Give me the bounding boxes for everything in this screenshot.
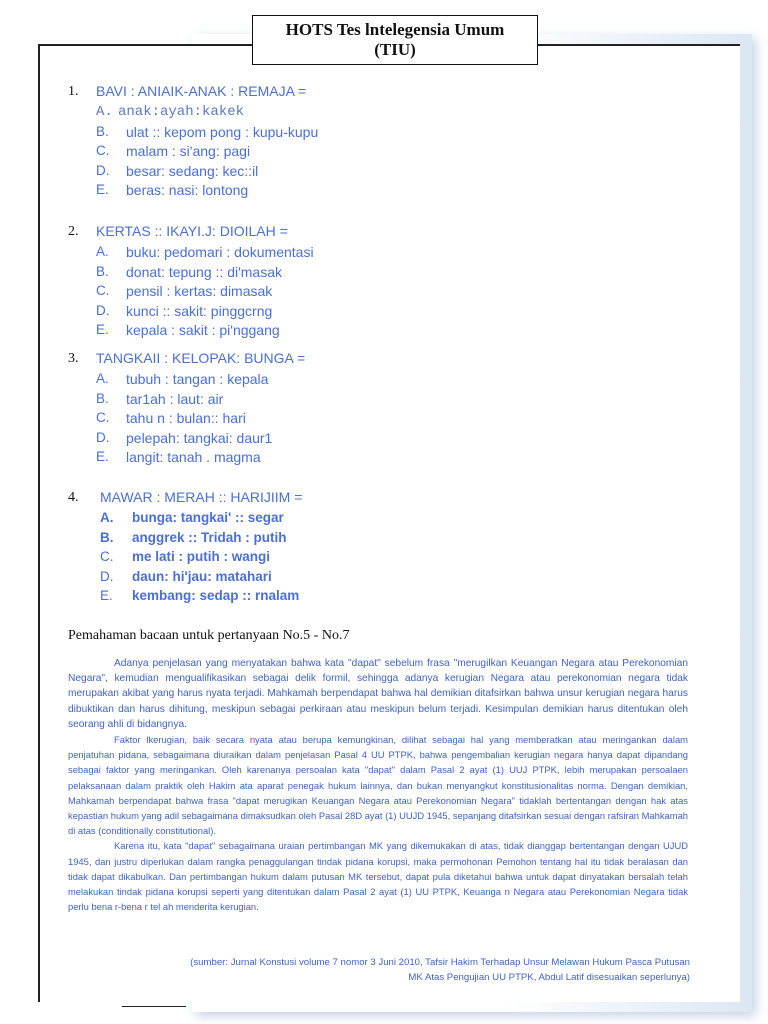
option-text: tar1ah : laut: air — [126, 390, 224, 407]
option-letter: B. — [96, 123, 109, 139]
option-letter: E. — [96, 322, 109, 337]
option-text: tahu n : bulan:: hari — [126, 410, 246, 426]
option-letter: C. — [96, 283, 110, 298]
reading-passage — [68, 656, 688, 914]
option-letter: C. — [96, 410, 110, 425]
question-stem: BAVI : ANIAIK-ANAK : REMAJA = — [96, 83, 307, 99]
option-letter: C. — [96, 143, 110, 158]
option-letter: E. — [96, 449, 109, 464]
option-letter: D. — [96, 302, 110, 318]
title-line-1: HOTS Tes lntelegensia Umum — [285, 20, 505, 39]
option-letter: B. — [96, 390, 109, 406]
option-text: ulat :: kepom pong : kupu-kupu — [126, 123, 319, 140]
question-number: 3. — [68, 351, 79, 366]
option-letter: A. — [96, 244, 109, 259]
question-stem: TANGKAII : KELOPAK: BUNGA = — [96, 350, 306, 366]
option-letter: E. — [100, 588, 113, 603]
option-letter: B. — [100, 529, 114, 545]
option-text: pensil : kertas: dimasak — [126, 283, 273, 299]
question-number: 1. — [68, 84, 79, 99]
option-letter: B. — [96, 263, 109, 279]
passage-paragraph-3: Karena itu, kata "dapat" sebagaimana uraian pertimbangan MK yang dikemukakan di atas, tidak dianggap bertentangan dengan UJUD 1945, dan justru diperlukan dalam rangka penaggulangan tindak pidana korupsi, maka permohonan Pemohon tentang hal itu tidak beralasan dan tidak dapat dikabulkan. Dan pertimbangan hukum dalam putusan MK tersebut, dapat pula diketahui bahwa untuk dapat dinyatakan bersalah telah melakukan tindak pidana korupsi seperti yang ditentukan dalam Pasal 2 ayat (1) UU PTPK, Keuanga n Negara atau Perekonomian Negara tidak perlu bena r-bena r tel ah menderita kerugian. — [68, 840, 688, 913]
passage-source — [68, 955, 690, 985]
option-letter: A. — [96, 371, 109, 386]
option-letter: E. — [96, 182, 109, 197]
option-letter: A. — [96, 104, 113, 120]
option-letter: D. — [96, 429, 110, 445]
option-text: daun: hi'jau: matahari — [132, 568, 272, 584]
option-text: kepala : sakit : pi'nggang — [126, 322, 280, 338]
option-text: donat: tepung :: di'masak — [126, 263, 282, 280]
option-letter: D. — [100, 568, 114, 584]
option-letter: D. — [96, 162, 110, 178]
source-line-2: MK Atas Pengujian UU PTPK, Abdul Latif disesuaikan seperlunya) — [408, 972, 690, 983]
option-text: anak:ayah:kakek — [118, 104, 245, 120]
passage-heading: Pemahaman bacaan untuk pertanyaan No.5 - No.7 — [68, 628, 350, 643]
option-text: kunci :: sakit: pinggcrng — [126, 302, 273, 319]
question-number: 2. — [68, 224, 79, 239]
option-text: tubuh : tangan : kepala — [126, 371, 269, 387]
option-text: beras: nasi: lontong — [126, 182, 249, 198]
footer-rule — [122, 1006, 186, 1007]
option-text: langit: tanah . magma — [126, 449, 261, 465]
option-text: anggrek :: Tridah : putih — [132, 529, 287, 545]
option-text: kembang: sedap :: rnalam — [132, 588, 300, 603]
question-stem: MAWAR : MERAH :: HARIJIIM = — [100, 489, 303, 505]
question-number: 4. — [68, 490, 79, 505]
question-stem: KERTAS :: IKAYI.J: DIOILAH = — [96, 223, 288, 239]
option-text: buku: pedomari : dokumentasi — [126, 244, 314, 260]
document-title — [252, 15, 538, 65]
passage-paragraph-2: Faktor lkerugian, baik secara nyata atau berupa kemungkinan, dilihat sebagai hal yang memberatkan atau meringankan dalam penjatuhan pidana, sebagaimana diuraikan dalam penjelasan Pasal 4 UU PTPK, bahwa pengembalian kerugian negara hanya dapat dipandang sebagai faktor yang meringankan. Oleh karenanya persoalan kata "dapat" dalam Pasal 2 ayat (1) UUJ PTPK, lebih merupakan persoalaen pelaksanaan dalam praktik oleh Hakim ata aparat penegak hukum lainnya, dan bukan menyangkut konstitusionalitas norma. Dengan demikian, Mahkamah berpendapat bahwa frasa "dapat merugikan Keuangan Negara atau Perekonomian Negara" tidaklah bertentangan dengan hak atas kepastian hukum yang adil sebagaimana dimaksudkan oleh Pasal 28D ayat (1) UUJD 1945, sepanjang ditafsirkan sesuai dengan rafsiran Mahkamah di atas (conditionally constitutional). — [68, 734, 688, 837]
title-line-2: (TIU) — [374, 40, 416, 59]
passage-paragraph-1: Adanya penjelasan yang menyatakan bahwa kata "dapat" sebelum frasa "merugilkan Keuangan Negara atau Perekonomian Negara", kemudian mengualifikasikan sebagai delik formil, sehingga adanya kerugian Negara atau perekonomian negara tidak merupakan akibat yang harus nyata terjadi. Mahkamah berpendapat bahwa hal demikian ditafsirkan bahwa unsur kerugian negara harus dibuktikan dan harus dihitung, meskipun sebagai perkiraan atau meskipun belum terjadi. Kesimpulan demikian harus ditentukan oleh seorang ahli di bidangnya. — [68, 658, 688, 730]
option-text: pelepah: tangkai: daur1 — [126, 429, 273, 446]
option-text: bunga: tangkai' :: segar — [132, 510, 284, 525]
option-text: me lati : putih : wangi — [132, 549, 270, 564]
option-text: besar: sedang: kec::il — [126, 162, 259, 179]
source-line-1: (sumber: Jurnal Konstusi volume 7 nomor 3 Juni 2010, Tafsir Hakim Terhadap Unsur Melawan Hukum Pasca Putusan — [190, 957, 690, 968]
option-letter: C. — [100, 549, 114, 564]
option-text: malam : si'ang: pagi — [126, 143, 251, 159]
option-letter: A. — [100, 510, 114, 525]
